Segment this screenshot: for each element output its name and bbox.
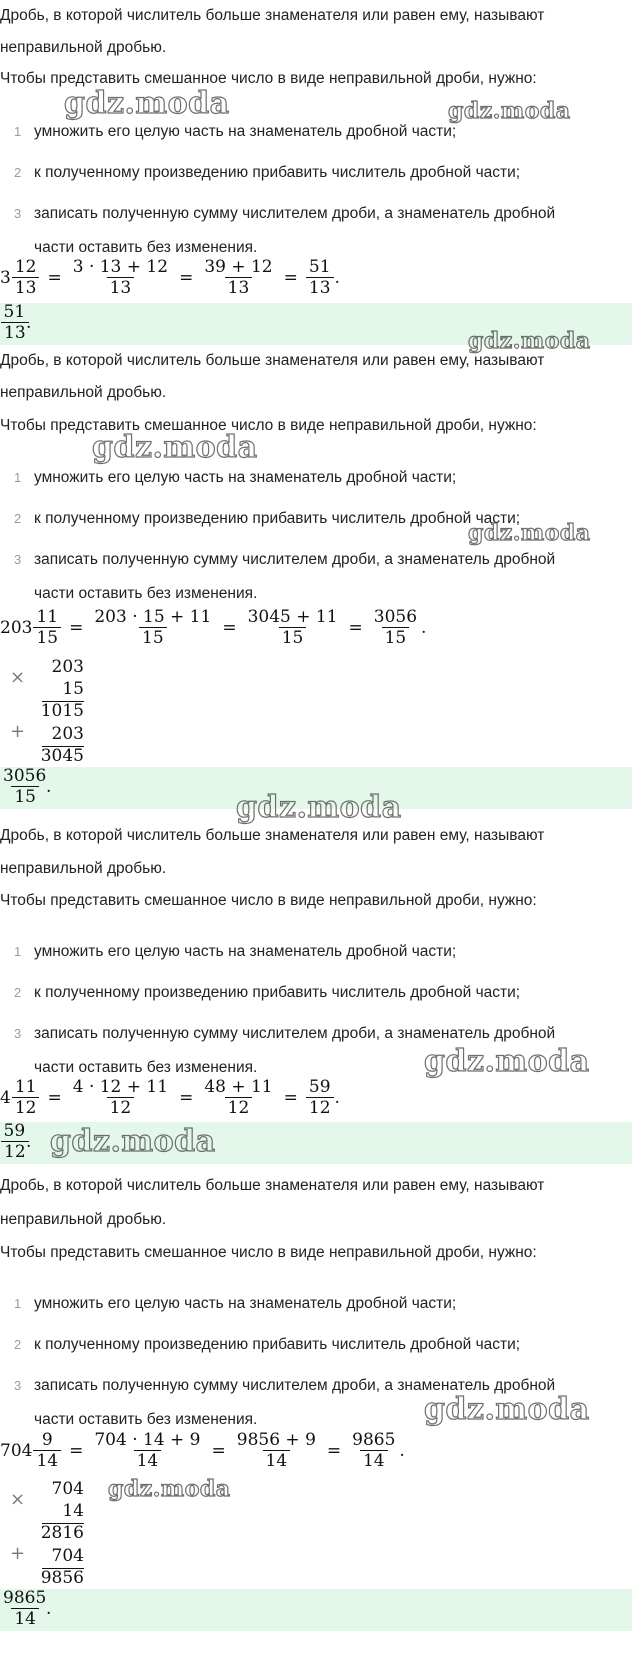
denominator: 14 [263,1450,291,1470]
numerator: 3056 [3,766,47,786]
numerator: 9856 + 9 [236,1430,316,1450]
definition-line-1: Дробь, в которой числитель больше знаменателя или равен ему, называют [0,352,545,369]
step-number: 2 [14,165,22,180]
equals-sign: = [179,1087,194,1108]
step-text: умножить его целую часть на знаменатель дробной части; [34,123,457,140]
numerator: 51 [3,302,26,322]
step-number: 3 [14,1378,22,1393]
fraction [70,258,171,297]
step-number: 1 [14,470,22,485]
step-number: 3 [14,1026,22,1041]
denominator: 15 [11,786,39,806]
step-3-continued: части оставить без изменения. [34,1059,258,1076]
period: . [46,777,52,797]
step-3-continued: части оставить без изменения. [34,1411,258,1428]
multiply-sign: × [10,667,26,688]
numerator: 9865 [3,1588,47,1608]
numerator: 9 [41,1430,53,1450]
watermark: gdz.moda [468,328,591,354]
watermark: gdz.moda [108,1476,231,1502]
period: . [334,1087,340,1108]
step-number: 1 [14,944,22,959]
denominator: 13 [12,277,40,297]
definition-line-1: Дробь, в которой числитель больше знаменателя или равен ему, называют [0,7,545,24]
definition-line-2: неправильной дробью. [0,1211,167,1228]
conversion-equation [0,258,340,297]
fraction [12,258,40,297]
conversion-equation [0,608,426,647]
product-sum: 9856 [40,1568,84,1588]
denominator: 13 [1,322,29,342]
numerator: 704 · 14 + 9 [94,1430,201,1450]
equals-sign: = [47,267,62,288]
whole-part: 4 [0,1087,11,1108]
answer-fraction [1,766,52,807]
rule-intro: Чтобы представить смешанное число в виде неправильной дроби, нужно: [0,70,537,87]
period: . [46,1599,52,1619]
step-text: к полученному произведению прибавить числитель дробной части; [34,164,521,181]
multiply-sign: × [10,1489,26,1510]
rule-intro: Чтобы представить смешанное число в виде неправильной дроби, нужно: [0,417,537,434]
numerator: 51 [308,257,331,277]
numerator: 48 + 11 [204,1077,273,1097]
partial-product-1: 2816 [40,1523,84,1543]
step-number: 1 [14,1296,22,1311]
numerator: 11 [36,607,59,627]
period: . [26,313,32,333]
period: . [421,617,427,638]
numerator: 203 · 15 + 11 [94,607,212,627]
whole-part: 704 [0,1440,33,1461]
denominator: 13 [107,277,135,297]
definition-line-2: неправильной дробью. [0,39,167,56]
fraction [33,1431,61,1470]
step-text: умножить его целую часть на знаменатель дробной части; [34,469,457,486]
step-text: к полученному произведению прибавить числитель дробной части; [34,984,521,1001]
fraction [91,608,214,647]
step-number: 3 [14,552,22,567]
fraction [349,1431,398,1470]
plus-sign: + [10,1543,26,1564]
numerator: 59 [3,1121,26,1141]
equals-sign: = [283,267,298,288]
answer-highlight [0,1589,632,1631]
equals-sign: = [69,617,84,638]
denominator: 13 [306,277,334,297]
whole-part: 3 [0,267,11,288]
denominator: 12 [12,1097,40,1117]
denominator: 14 [33,1450,61,1470]
definition-line-1: Дробь, в которой числитель больше знаменателя или равен ему, называют [0,1177,545,1194]
step-text: умножить его целую часть на знаменатель дробной части; [34,1295,457,1312]
equals-sign: = [69,1440,84,1461]
numerator: 9865 [352,1430,396,1450]
denominator: 12 [1,1141,29,1161]
factor-1: 704 [51,1479,84,1499]
equals-sign: = [326,1440,342,1461]
step-text: записать полученную сумму числителем дроби, а знаменатель дробной [34,1377,556,1394]
fraction [201,1078,275,1117]
equals-sign: = [348,617,363,638]
numerator: 12 [14,257,37,277]
denominator: 12 [107,1097,135,1117]
plus-sign: + [10,721,26,742]
answer-fraction [1,1121,32,1162]
answer-fraction [1,302,32,343]
denominator: 12 [225,1097,253,1117]
factor-1: 203 [51,657,84,677]
fraction [91,1431,203,1470]
numerator: 3 · 13 + 12 [72,257,169,277]
step-number: 1 [14,124,22,139]
definition-line-1: Дробь, в которой числитель больше знаменателя или равен ему, называют [0,827,545,844]
partial-product-1: 1015 [40,701,84,721]
equals-sign: = [222,617,237,638]
watermark: gdz.moda [64,86,230,121]
watermark: gdz.moda [468,520,591,546]
step-number: 2 [14,511,22,526]
definition-line-2: неправильной дробью. [0,384,167,401]
whole-part: 203 [0,617,33,638]
step-number: 2 [14,985,22,1000]
partial-product-2: 203 [51,724,84,744]
step-text: записать полученную сумму числителем дроби, а знаменатель дробной [34,1025,556,1042]
denominator: 14 [360,1450,388,1470]
partial-product-2: 704 [51,1546,84,1566]
equals-sign: = [179,267,194,288]
denominator: 15 [382,627,410,647]
watermark: gdz.moda [236,790,402,825]
step-3-continued: части оставить без изменения. [34,585,258,602]
answer-fraction [1,1588,52,1629]
rule-intro: Чтобы представить смешанное число в виде неправильной дроби, нужно: [0,892,537,909]
step-text: к полученному произведению прибавить числитель дробной части; [34,1336,521,1353]
step-number: 3 [14,206,22,221]
column-multiplication [0,657,84,769]
equals-sign: = [283,1087,298,1108]
denominator: 15 [33,627,61,647]
product-sum: 3045 [40,746,84,766]
definition-line-2: неправильной дробью. [0,860,167,877]
period: . [26,1132,32,1152]
factor-2: 14 [62,1501,84,1521]
equals-sign: = [47,1087,62,1108]
fraction [245,608,341,647]
numerator: 11 [14,1077,37,1097]
denominator: 15 [139,627,167,647]
column-multiplication [0,1479,84,1591]
denominator: 13 [225,277,253,297]
fraction [306,1078,334,1117]
numerator: 4 · 12 + 11 [72,1077,169,1097]
denominator: 14 [11,1608,39,1628]
denominator: 15 [279,627,307,647]
factor-2: 15 [62,679,84,699]
step-text: умножить его целую часть на знаменатель дробной части; [34,943,457,960]
period: . [399,1440,405,1461]
fraction [306,258,334,297]
numerator: 3056 [373,607,418,627]
equals-sign: = [211,1440,226,1461]
period: . [334,267,340,288]
step-text: записать полученную сумму числителем дроби, а знаменатель дробной [34,551,556,568]
conversion-equation [0,1078,340,1117]
numerator: 3045 + 11 [247,607,338,627]
fraction [12,1078,40,1117]
watermark: gdz.moda [92,430,258,465]
step-text: к полученному произведению прибавить числитель дробной части; [34,510,521,527]
watermark: gdz.moda [424,1044,590,1079]
fraction [234,1431,319,1470]
watermark: gdz.moda [448,98,571,124]
watermark: gdz.moda [424,1392,590,1427]
rule-intro: Чтобы представить смешанное число в виде неправильной дроби, нужно: [0,1244,537,1261]
numerator: 39 + 12 [204,257,273,277]
fraction [70,1078,171,1117]
fraction [33,608,61,647]
denominator: 14 [134,1450,162,1470]
fraction [201,258,275,297]
step-3-continued: части оставить без изменения. [34,239,258,256]
watermark: gdz.moda [50,1124,216,1159]
fraction [371,608,420,647]
step-number: 2 [14,1337,22,1352]
denominator: 12 [306,1097,334,1117]
numerator: 59 [308,1077,331,1097]
conversion-equation [0,1431,405,1470]
step-text: записать полученную сумму числителем дроби, а знаменатель дробной [34,205,556,222]
